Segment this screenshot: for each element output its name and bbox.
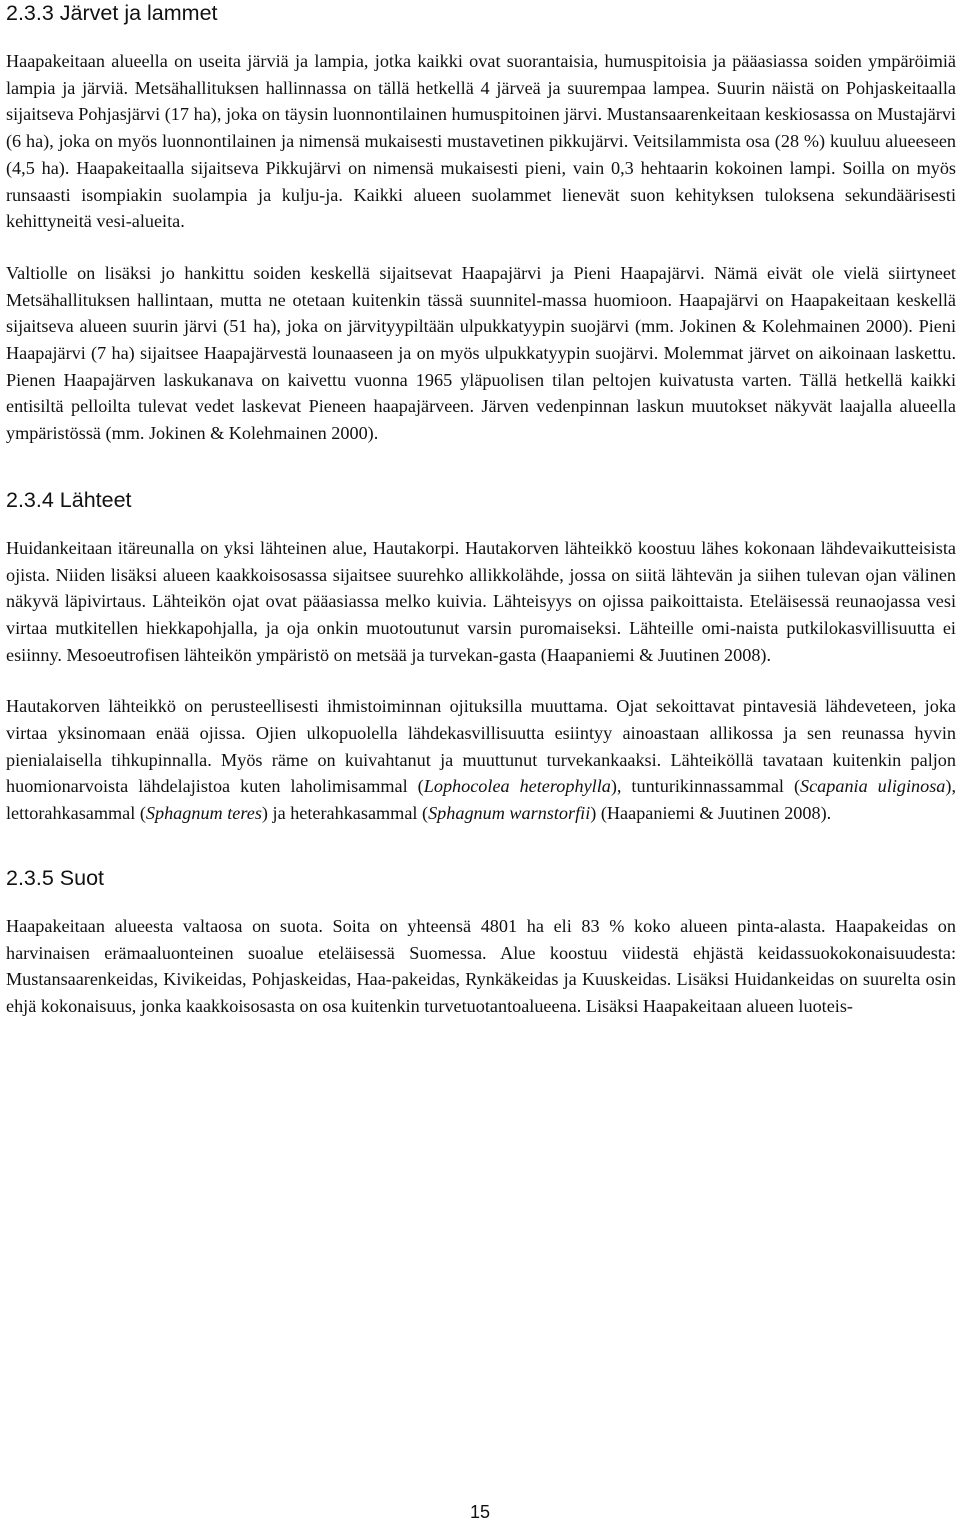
section-heading-springs: 2.3.4 Lähteet — [6, 487, 132, 512]
species-name: Sphagnum teres — [145, 803, 262, 824]
species-name: Lophocolea heterophylla — [423, 776, 611, 797]
species-name: Sphagnum warnstorfii — [428, 803, 591, 824]
document-page — [6, 0, 956, 1020]
paragraph: Valtiolle on lisäksi jo hankittu soiden keskellä sijaitsevat Haapajärvi ja Pieni Haapajärvi. Nämä eivät ole vielä siirtyneet Metsähallituksen hallintaan, mutta ne otetaan kuitenkin tässä suunnitel-massa huomioon. Haapajärvi on Haapakeitaan keskellä sijaitseva alueen suurin järvi (51 ha), joka on järvityypiltään ulpukkatyypin suojärvi (mm. Jokinen & Kolehmainen 2000). Pieni Haapajärvi (7 ha) sijaitsee Haapajärvestä lounaaseen ja on myös ulpukkatyypin suojärvi. Molemmat järvet on aikoinaan laskettu. Pienen Haapajärven laskukanava on kaivettu vuonna 1965 yläpuolisen tilan peltojen kuivatusta varten. Tällä hetkellä kaikki entisiltä pelloilta tulevat vedet laskevat Pieneen haapajärveen. Järven vedenpinnan laskun muutokset näkyvät laajalla alueella ympäristössä (mm. Jokinen & Kolehmainen 2000). — [6, 262, 956, 444]
section-heading-lakes: 2.3.3 Järvet ja lammet — [6, 1, 218, 25]
paragraph: Huidankeitaan itäreunalla on yksi lähteinen alue, Hautakorpi. Hautakorven lähteikkö koostuu lähes kokonaan lähdevaikutteisista ojista. Niiden lisäksi alueen kaakkoisosassa sijaitsee suurehko allikkolähde, jossa on siitä lähtevän ja siihen tulevan ojan välinen näkyvä läpivirtaus. Lähteikön ojat ovat pääasiassa melko kuivia. Lähteisyys on ojissa paikoittaista. Eteläisessä reunaojassa vesi virtaa mutkitellen hiekkapohjalla, ja oja onkin muotoutunut varsin puromaiseksi. Lähteille omi-naista putkilokasvillisuutta ei esiinny. Mesoeutrofisen lähteikön ympäristö on metsää ja turvekan-gasta (Haapaniemi & Juutinen 2008). — [6, 537, 956, 665]
species-name: Scapania uliginosa — [800, 776, 946, 797]
paragraph: Haapakeitaan alueesta valtaosa on suota. Soita on yhteensä 4801 ha eli 83 % koko alueen pinta-alasta. Haapakeidas on harvinaisen erämaaluonteinen suoalue eteläisessä Suomessa. Alue koostuu viidestä ehjästä keidassuokokonaisuudesta: Mustansaarenkeidas, Kivikeidas, Pohjaskeidas, Haa-pakeidas, Rynkäkeidas ja Kuuskeidas. Lisäksi Huidankeidas on suurelta osin ehjä kokonaisuus, jonka kaakkoisosasta on osa kuitenkin turvetuotantoalueena. Lisäksi Haapakeitaan alueen luoteis- — [6, 915, 956, 1016]
paragraph: Hautakorven lähteikkö on perusteellisesti ihmistoiminnan ojituksilla muuttama. Ojat sekoittavat pintavesiä lähdeveteen, joka virtaa yksinomaan enää ojissa. Ojien ulkopuolella lähdekasvillisuutta esiintyy ainoastaan allikossa ja sen reunassa hyvin pienialaisella tihkupinnalla. Myös räme on kuivahtanut ja muuttunut turvekankaaksi. Lähteiköllä tavataan kuitenkin paljon huomionarvoista lähdelajistoa kuten laholimisammal (Lophocolea heterophylla), tunturikinnassammal (Scapania uliginosa), lettorahkasammal (Sphagnum teres) ja heterahkasammal (Sphagnum warnstorfii) (Haapaniemi & Juutinen 2008). — [6, 696, 956, 824]
page-number: 15 — [469, 1502, 491, 1522]
paragraph: Haapakeitaan alueella on useita järviä ja lampia, jotka kaikki ovat suorantaisia, humuspitoisia ja pääasiassa soiden ympäröimiä lampia ja järviä. Metsähallituksen hallinnassa on tällä hetkellä 4 järveä ja suurempaa lampea. Suurin näistä on Pohjaskeitaalla sijaitseva Pohjasjärvi (17 ha), joka on täysin luonnontilainen humuspitoinen järvi. Mustansaarenkeitaan keskiosassa on Mustajärvi (6 ha), joka on myös luonnontilainen ja nimensä mukaisesti mustavetinen pikkujärvi. Veitsilammista osa (28 %) kuuluu alueeseen (4,5 ha). Haapakeitaalla sijaitseva Pikkujärvi on nimensä mukaisesti pieni, vain 0,3 hehtaarin kokoinen lampi. Soilla on myös runsaasti isompiakin suolampia ja kulju-ja. Kaikki alueen suolammet lienevät suon kehityksen tuloksena sekundäärisesti kehittyneitä vesi-alueita. — [6, 51, 956, 232]
section-heading-bogs: 2.3.5 Suot — [6, 865, 105, 890]
